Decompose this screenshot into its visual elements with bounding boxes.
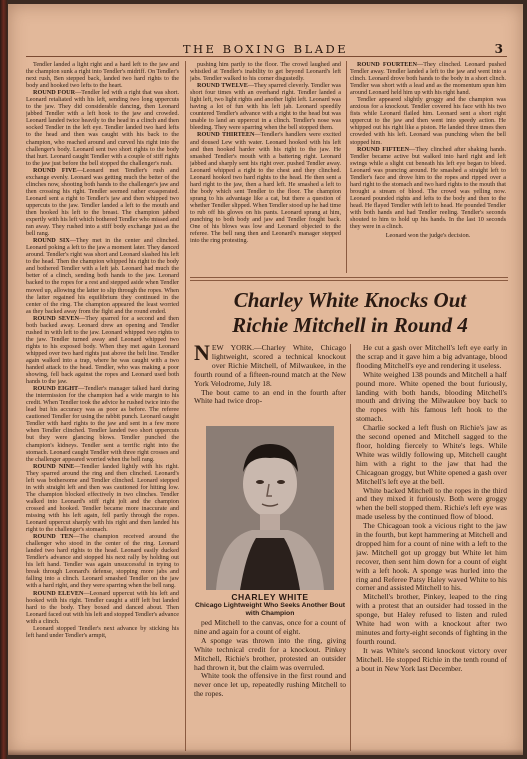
round-heading: ROUND THIRTEEN xyxy=(197,131,255,139)
paragraph-text: Mitchell's brother, Pinkey, leaped to the ring with a protest that an outsider had tossed in the sponge, but Haley refused to listen and ruled White had won with a knockout after two minutes and forty-eight seconds of fighting in the fourth round. xyxy=(356,592,507,646)
paragraph-text: Tendler landed a light right and a hard left to the jaw and the champion sunk a right into Tendler's midriff. On Tendler's next rush, Ben stepped back, landed two hard rights to the body and hooked two lefts to the heart. xyxy=(26,61,179,90)
paragraph-text: Leonard won the judge's decision. xyxy=(385,232,471,240)
leonard-tendler-column-2 xyxy=(190,61,341,269)
paragraph-text: —They met in the center and clinched. Leonard poking a left to the jaw a moment later. They danced around. Tendler's right was short and Leonard slashed his left to the head. Then the champion whipped his right to the body and bothered Tendler with a left jab. Leonard had much the better of a clinch, sending both hands to the jaw. Leonard backed to the ropes for a rest and stepped aside when Tendler moved up, allowing the latter to slip through the ropes. When the latter regained his equilibrium they continued in the center of the ring. The champion appeared the least worried as they backed away from the fight and the round ended. xyxy=(26,237,179,315)
paragraph-text: White took the offensive in the first round and never once let up, repeatedly rushing Mitchell to the ropes. xyxy=(194,671,346,699)
article-paragraph xyxy=(194,344,346,389)
round-heading: ROUND TWELVE xyxy=(197,82,248,90)
paragraph-text: —They clinched after shaking hands. Tendler became active but walked into hard right and left swings while a slight cut beneath his left eye began to bleed. Leonard was prancing around. He smashed a straight left to Tendler's face and drove him to the ropes and ripped over a hard right to the stomach and two hard rights to the mouth that brought a stream of blood. The crowd was yelling now. Leonard pounded rights and lefts to the body and then to the head. He flayed Tendler with left to head. He pounded Tendler with both hands and had Tendler reeling. Tendler's seconds shouted to him to hold up his hands. In the last 10 seconds they were in a clinch. xyxy=(350,145,506,231)
paragraph-text: —They sparred for a second and then both backed away. Leonard drew an opening and Tendler rushed in with left to the jaw. Leonard whipped two rights to the jaw. Tendler turned away and Leonard whipped two rights to his exposed body. When they met again Leonard whipped over two hard rights just above the belt line. Tendler again walked into a trap, where he was caught with a two handed attack to the head. Tendler, who was making a poor showing, fell back against the ropes and Leonard used both hands to the jaw. xyxy=(26,314,179,386)
round-heading: ROUND TEN xyxy=(33,533,74,541)
paragraph-text: ped Mitchell to the canvas, once for a count of nine and again for a count of eight. xyxy=(194,619,346,636)
paragraph-text: —Leonard met Tendler's rush and exchange evenly. Leonard was getting much the better of the clinches now, shooting both hands to the challenger's jaw and then crossing his right. Tendler seemed rather exasperated. Leonard sent a right to Tendler's jaw and then whipped two uppercuts to the jaw. Tendler landed a left to the mouth and then hooked his left to the breast. The champion jabbed expertly with his left which bothered Tendler who missed and ran away. They rushed into a stiff body exchange just as the bell rang. xyxy=(26,166,179,238)
paragraph-text: —Leonard uppercut with his left and hooked with his right. Tendler caught a stiff left but landed hard to the body. They boxed and danced about. Then Leonard faced out with his left and stopped Tendler's advance with a clinch. xyxy=(26,589,179,625)
article-paragraph xyxy=(356,344,507,371)
paragraph-text: He cut a gash over Mitchell's left eye early in the scrap and it gave him a big advantage, blood flooding Mitchell's eye and rendering it useless. xyxy=(356,344,507,370)
round-paragraph xyxy=(26,625,179,639)
paragraph-text: —They sparred cleverly. Tendler was short four times with an overhand right. Tendler landed a light left, two light rights and another light left. Leonard was having a lot of fun with his left jab. Leonard speedily countered Tendler's advance with a right to the head but was unable to land an uppercut in a clinch. Tendler's nose was bleeding. They were sparring when the bell stopped them. xyxy=(190,82,341,132)
column-divider xyxy=(346,61,347,273)
round-paragraph xyxy=(190,82,341,131)
paragraph-text: The Chicagoan took a vicious right to the jaw in the fourth, but kept hammering at Mitchell and dropped him for a count of nine with a left to the jaw. Mitchell got up groggy but White let him recover, then sent him down for a count of eight with a left hook. A sponge was hurled into the ring and Referee Patsy Haley waved White to his corner and assisted Mitchell to his. xyxy=(356,521,507,593)
round-paragraph xyxy=(350,96,506,145)
headline-line-2: Richie Mitchell in Round 4 xyxy=(232,313,468,337)
section-rule xyxy=(190,280,508,281)
article-paragraph xyxy=(194,637,346,673)
round-paragraph xyxy=(26,533,179,589)
round-heading: ROUND FIFTEEN xyxy=(357,145,410,153)
page-number: 3 xyxy=(494,42,503,56)
paragraph-text: White weighed 138 pounds and Mitchell a half pound more. White opened the bout furiously, landing with both hands, blooding Mitchell's mouth and driving the Milwaukee boy back to the ropes with his famous left hook to the stomach. xyxy=(356,369,507,424)
paragraph-text: pushing him partly to the floor. The crowd laughed and whistled at Tendler's inability to get beyond Leonard's left jabs. Tendler walked to his corner disgustedly. xyxy=(190,61,341,83)
leonard-tendler-column-3 xyxy=(350,61,506,281)
round-heading: ROUND FIVE xyxy=(33,166,77,174)
article-paragraph xyxy=(194,672,346,699)
article-column-b xyxy=(356,344,507,752)
paragraph-text: —They clinched. Leonard pushed Tendler away. Tendler landed a left to the jaw and went into a clinch. Leonard drove both hands to the body in a short clinch. Tendler was short with a lead and as the momentum spun him around Leonard held him up with his right hand. xyxy=(350,61,506,97)
article-headline xyxy=(194,288,506,338)
round-paragraph xyxy=(190,131,341,244)
column-divider xyxy=(185,61,186,751)
page-shadow xyxy=(8,749,523,755)
paragraph-text: White backed Mitchell to the ropes in the third and they mixed it furiously. Both were groggy when the bell stopped them. Richie's left eye was made useless by the continued flow of blood. xyxy=(356,485,507,522)
round-paragraph xyxy=(190,61,341,82)
paragraph-text: It was White's second knockout victory over Mitchell. He stopped Richie in the tenth round of a bout in New York last December. xyxy=(356,645,507,673)
paragraph-text: —Tendler landed lightly with his right. They sparred around the ring and then clinched. Leonard's left was bothersome and Tendler clinched. Leonard stepped in with straight left and then was cautioned for hitting low. The champion blocked effectively in two clinches. Tendler walked into Leonard's stiff right jolt and the champion crossed and hooked. Tendler became more inaccurate and missing with his left again, fell partly through the ropes. Leonard uppercut sharply with his right and then landed his right to the challenger's stomach. xyxy=(26,462,179,534)
round-heading: ROUND ELEVEN xyxy=(33,589,84,597)
round-paragraph xyxy=(350,232,506,239)
article-paragraph xyxy=(356,487,507,523)
round-heading: ROUND SIX xyxy=(33,237,70,245)
round-heading: ROUND SEVEN xyxy=(33,314,80,322)
round-paragraph xyxy=(26,590,179,625)
paragraph-text: EW YORK.—Charley White, Chicago lightweight, scored a technical knockout over Richie Mitchell, of Milwaukee, in the fourth round of a fifteen-round match at the New York Velodrome, July 18. xyxy=(194,344,346,388)
paragraph-text: Charlie socked a left flush on Richie's jaw as the second opened and Mitchell sagged to the floor, holding fiercely to White's legs. While White was wildly following up, Mitchell caught him with a right to the jaw that had the Chicagoan groggy, but White opened a gash over Mitchell's left eye at the bell. xyxy=(356,423,507,486)
round-paragraph xyxy=(26,167,179,237)
round-heading: ROUND FOUR xyxy=(33,89,76,97)
header-rule xyxy=(26,56,507,57)
binding-spine xyxy=(0,0,7,759)
article-column-a-top xyxy=(194,344,346,418)
photo-caption-text: Chicago Lightweight Who Seeks Another Bout with Champion xyxy=(194,602,346,617)
paragraph-text: Leonard stopped Tendler's next advance by sticking his left hand under Tendler's armpit, xyxy=(26,624,179,639)
column-divider xyxy=(350,344,351,751)
round-paragraph xyxy=(350,61,506,96)
magazine-page xyxy=(8,4,523,755)
paragraph-text: —Tendler's handlers were excited and doused Lew with water. Leonard hooked with his left and then hooked harder with his right to the jaw. He smashed Tendler's mouth with a battering right. Leonard jabbed and sharply sent his right over. pushed Tendler away. Leonard whipped a right to the chest and they clinched. Leonard hooked two hard rights to the head. He then sent a hard right to the jaw, then a hard left. He smashed a left to the body which sent Tendler to the floor. The champion sprang to his advantage like a cat, but there a question of whether Tendler slipped. When Tendler stood up he had time to rub off his gloves on his pants. Leonard sprang at him, punching to both body and jaw and Tendler fought back. One of his blows was low and Leonard objected to the referee. The bell rang then and Leonard's manager stepped into the ring protesting. xyxy=(190,131,341,245)
article-paragraph xyxy=(194,389,346,407)
round-heading: ROUND NINE xyxy=(33,462,75,470)
drop-cap: N xyxy=(194,344,210,365)
paragraph-text: A sponge was thrown into the ring, giving White technical credit for a knockout. Pinkey Mitchell, Richie's brother, protested an outsider had thrown it, but the claim was overruled. xyxy=(194,635,346,672)
paragraph-text: —Tendler's manager talked hard during the intermission for the champion had a wide margin to his credit. When Tendler took the advice he rushed twice into the lead but his accuracy was as poor as before. The referee cautioned Tendler for using the rabbit punch. Leonard caught Tendler with hard rights to the jaw and sent in a few more when Tendler clinched. Tendler landed two short uppercuts but they were glancing blows. Tendler punched the champion's kidneys. Tendler sent a terrific right into the stomach. Leonard caught Tendler with three right crosses and the challenger appeared worried when the bell rang. xyxy=(26,385,179,463)
paragraph-text: —The champion received around the challenger who stood in the center of the ring. Leonard landed two hard rights to the head. Leonard easily ducked Tendler's advance and stopped his next rally by holding out his left hand. Tendler was again unsuccessful in trying to break through Leonard's defense, stopping more jabs and falling into a clinch. Leonard smashed Tendler on the jaw with a hard right, and they were sparring when the bell rang. xyxy=(26,533,179,590)
article-column-a-bottom xyxy=(194,619,346,751)
round-paragraph xyxy=(26,61,179,89)
round-paragraph xyxy=(26,463,179,533)
article-paragraph xyxy=(356,371,507,424)
round-paragraph xyxy=(26,385,179,463)
article-paragraph xyxy=(356,522,507,593)
charley-white-photo xyxy=(206,426,334,590)
article-paragraph xyxy=(194,619,346,637)
round-paragraph xyxy=(26,89,179,167)
article-paragraph xyxy=(356,647,507,674)
section-rule xyxy=(190,277,508,278)
article-paragraph xyxy=(356,424,507,486)
leonard-tendler-column-1 xyxy=(26,61,179,751)
photo-caption-name: CHARLEY WHITE xyxy=(231,592,309,602)
headline-line-1: Charley White Knocks Out xyxy=(233,288,467,312)
round-paragraph xyxy=(26,315,179,385)
article-paragraph xyxy=(356,593,507,646)
running-title: THE BOXING BLADE xyxy=(182,42,349,56)
round-heading: ROUND EIGHT xyxy=(33,385,79,393)
round-heading: ROUND FOURTEEN xyxy=(357,61,417,68)
paragraph-text: The bout came to an end in the fourth after White had twice drop- xyxy=(194,387,346,406)
round-paragraph xyxy=(350,146,506,231)
paragraph-text: Tendler appeared slightly groggy and the champion was anxious for a knockout. Tendler covered his face with his two fists while Leonard flailed him. Leonard sent a short right uppercut to the jaw and then went into speedy action. He whipped out his right like a piston. He landed three times then crowded with his left. Leonard was punching when the bell stopped him. xyxy=(350,96,506,146)
round-paragraph xyxy=(26,237,179,315)
boxer-portrait-image xyxy=(206,426,334,590)
paragraph-text: —Tendler led with a right that was short. Leonard retaliated with his left, sending two long uppercuts to the jaw. They did considerable dancing, then Leonard jabbed Tendler with a left hook to the jaw and crowded. Leonard landed twice heavily to the head in a clinch and then socked Tendler in the left eye. Tendler landed two hard lefts to the head and then was caught with his back to the champion, who reached around and curved his right into the challenger's body. Leonard sent two short rights to the body that hurt. Leonard caught Tendler with a couple of stiff rights to the jaw just before the bell stopped the challenger's rush. xyxy=(26,89,179,167)
